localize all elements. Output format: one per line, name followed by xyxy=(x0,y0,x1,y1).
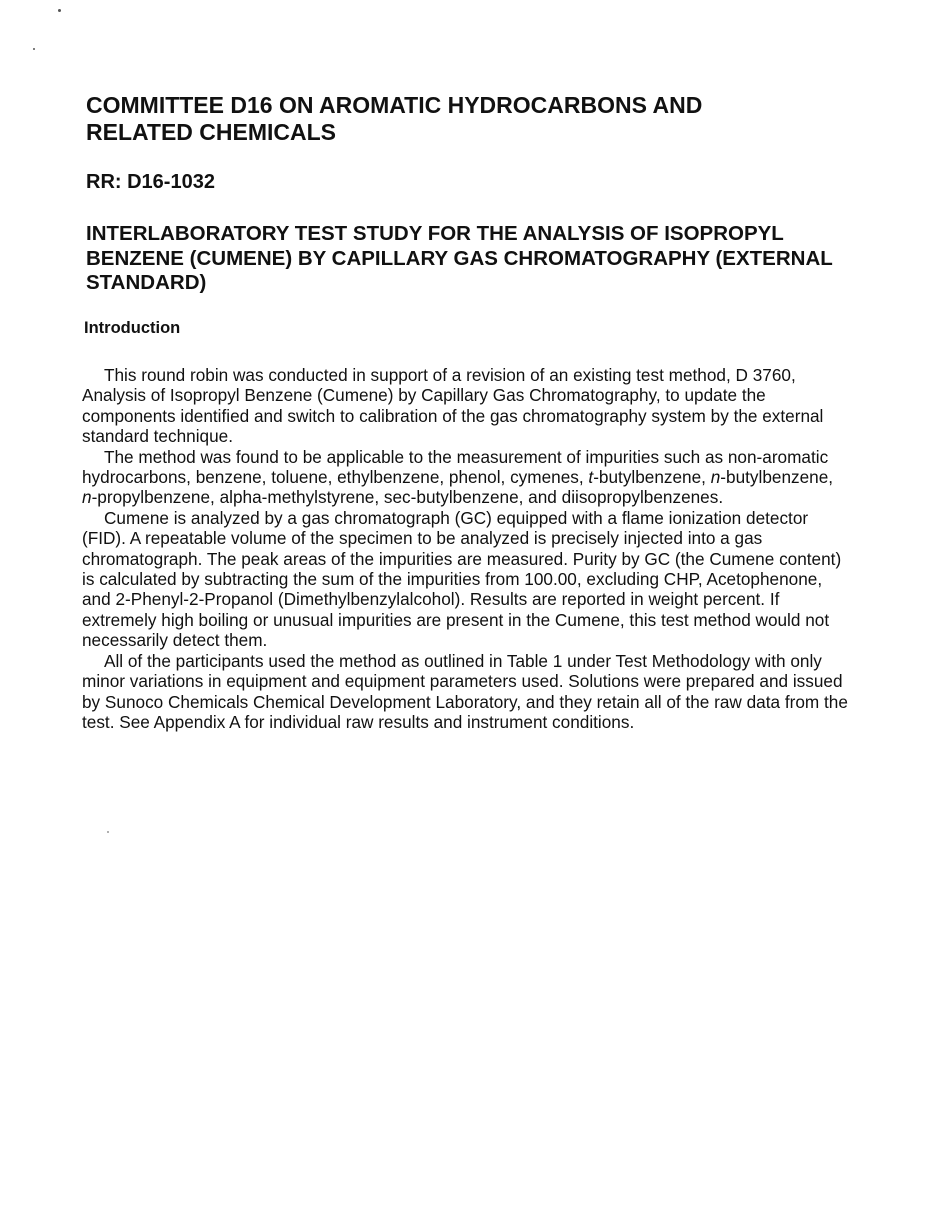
paragraph-applicability-text-b: -butylbenzene, xyxy=(593,467,711,488)
study-title: INTERLABORATORY TEST STUDY FOR THE ANALYSIS OF ISOPROPYL BENZENE (CUMENE) BY CAPILLARY GAS CHROMATOGRAPHY (EXTERNAL STANDARD) xyxy=(86,222,833,294)
scan-speck xyxy=(33,48,35,50)
italic-prefix-t: t xyxy=(588,467,594,488)
paragraph-applicability xyxy=(82,447,852,508)
introduction-body xyxy=(82,365,852,732)
paragraph-analysis-procedure: Cumene is analyzed by a gas chromatograph (GC) equipped with a flame ionization detector (FID). A repeatable volume of the specimen to be analyzed is precisely injected into a gas chromatograph. The peak areas of the impurities are measured. Purity by GC (the Cumene content) is calculated by subtracting the sum of the impurities from 100.00, excluding CHP, Acetophenone, and 2-Phenyl-2-Propanol (Dimethylbenzylalcohol). Results are reported in weight percent. If extremely high boiling or unusual impurities are present in the Cumene, this test method would not necessarily detect them. xyxy=(82,507,842,651)
scan-speck xyxy=(107,831,109,833)
paragraph-applicability-text-d: -propylbenzene, alpha-methylstyrene, sec-butylbenzene, and diisopropylbenzenes. xyxy=(91,487,724,508)
scan-speck xyxy=(58,9,61,12)
committee-title: COMMITTEE D16 ON AROMATIC HYDROCARBONS AND RELATED CHEMICALS xyxy=(86,92,703,145)
paragraph-applicability-text-a: The method was found to be applicable to the measurement of impurities such as non-aromatic hydrocarbons, benzene, toluene, ethylbenzene, phenol, cymenes, xyxy=(82,446,829,488)
paragraph-round-robin: This round robin was conducted in support of a revision of an existing test method, D 3760, Analysis of Isopropyl Benzene (Cumene) by Capillary Gas Chromatography, to update the components identified and switch to calibration of the gas chromatography system by the external standard technique. xyxy=(82,365,824,447)
italic-prefix-n: n xyxy=(710,467,721,488)
section-heading-introduction: Introduction xyxy=(84,319,181,337)
report-number: RR: D16-1032 xyxy=(86,171,215,193)
italic-prefix-n: n xyxy=(82,487,92,508)
paragraph-participants: All of the participants used the method as outlined in Table 1 under Test Methodology with only minor variations in equipment and equipment parameters used. Solutions were prepared and issued by Sunoco Chemicals Chemical Development Laboratory, and they retain all of the raw data from the test. See Appendix A for individual raw results and instrument conditions. xyxy=(82,650,848,732)
paragraph-applicability-text-c: -butylbenzene, xyxy=(720,467,834,488)
